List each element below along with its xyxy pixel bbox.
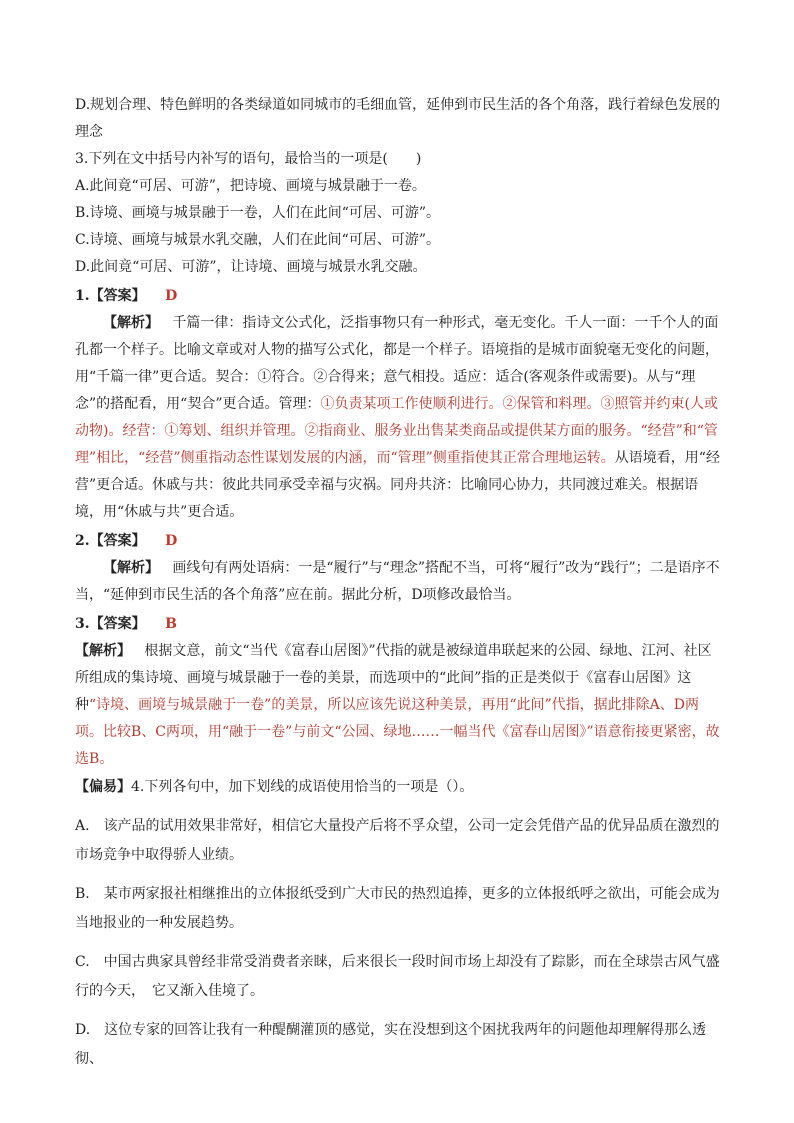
- answer-1-prefix: 1.【答案】: [75, 288, 146, 304]
- analysis-3-text-a: 根据文意，前文“当代《富春山居图》”代指的就是被绿道串联起来的公园、绿地、江河、社区所组成的集诗境、画境与城景融于一卷的美景，而选项中的“此间”指的正是类似于《富春山居图》这种: [75, 643, 712, 713]
- analysis-1-tag: 【解析】: [103, 315, 159, 331]
- document-content: [75, 92, 724, 1074]
- analysis-1-text-a: 千篇一律：指诗文公式化，泛指事物只有一种形式，毫无变化。千人一面：一千个人的面孔都一个样子。比喻文章或对人物的描写公式化，都是一个样子。语境指的是城市面貌毫无变化的问题，用“千篇一律”更合适。契合：①符合。②合得来；意气相投。适应：适合(客观条件或需要)。从与“理念”的搭配看，用“契合”更合适。管理：: [75, 315, 719, 412]
- q4-option-d: D. 这位专家的回答让我有一种醍醐灌顶的感觉，实在没想到这个困扰我两年的问题他却理解得那么透彻、: [75, 1022, 707, 1067]
- answer-3-letter: B: [165, 616, 177, 632]
- q4-tag: 【偏易】: [75, 779, 131, 795]
- answer-3-prefix: 3.【答案】: [75, 616, 146, 632]
- q3-option-d: D.此间竟“可居、可游”，让诗境、画境与城景水乳交融。: [75, 259, 427, 275]
- answer-1-letter: D: [165, 288, 178, 304]
- q4-option-b: B. 某市两家报社相继推出的立体报纸受到广大市民的热烈追捧，更多的立体报纸呼之欲出，可能会成为当地报业的一种发展趋势。: [75, 886, 720, 931]
- q3-option-a: A.此间竟“可居、可游”，把诗境、画境与城景融于一卷。: [75, 178, 426, 194]
- q4-option-c: C. 中国古典家具曾经非常受消费者亲睐，后来很长一段时间市场上却没有了踪影，而在全球崇古风气盛行的今天， 它又渐入佳境了。: [75, 954, 720, 999]
- answer-1: [75, 283, 724, 310]
- q3-stem: 3.下列在文中括号内补写的语句，最恰当的一项是( ): [75, 151, 422, 167]
- analysis-3-text-b: “诗境、画境与城景融于一卷”的美景，所以应该先说这种美景，再用“此间”代指，据此排除A、D两项。比较B、C两项，用“融于一卷”与前文“公园、绿地……一幅当代《富春山居图》”语意衔接更紧密，故选B。: [75, 697, 720, 767]
- answer-2-prefix: 2.【答案】: [75, 533, 146, 549]
- analysis-1-text-b: ①负责某项工作使顺利进行。②保管和料理。③照管并约束(人或动物)。经营：①筹划、组织并管理。②指商业、服务业出售某类商品或提供某方面的服务。“经营”和“管理”相比，“经营”侧重指动态性谋划发展的内涵，而“管理”侧重指使其正常合理地运转。: [75, 396, 718, 466]
- analysis-1: [75, 310, 724, 526]
- q3-option-c: C.诗境、画境与城景水乳交融，人们在此间“可居、可游”。: [75, 232, 440, 248]
- q4-stem: 4.下列各句中，加下划线的成语使用恰当的一项是（）。: [131, 779, 474, 795]
- q4-option-a: A. 该产品的试用效果非常好，相信它大量投产后将不孚众望，公司一定会凭借产品的优异品质在激烈的市场竞争中取得骄人业绩。: [75, 818, 720, 863]
- q2-option-d-line1: D.规划合理、特色鲜明的各类绿道如同城市的毛细血管，延伸到市民生活的各个角落，践行着绿色发展的: [75, 97, 721, 113]
- analysis-2-tag: 【解析】: [103, 560, 159, 576]
- answer-3: [75, 611, 724, 638]
- answer-2-letter: D: [165, 533, 178, 549]
- analysis-1-text-c: 从语境看，用“经营”更合适。休戚与共：彼此共同承受幸福与灾祸。同舟共济：比喻同心协力，共同渡过难关。根据语境，用“休戚与共”更合适。: [75, 450, 720, 520]
- analysis-2: [75, 555, 724, 609]
- analysis-2-text: 画线句有两处语病：一是“履行”与“理念”搭配不当，可将“履行”改为“践行”；二是语序不当，“延伸到市民生活的各个角落”应在前。据此分析，D项修改最恰当。: [75, 560, 720, 603]
- q3-option-b: B.诗境、画境与城景融于一卷，人们在此间“可居、可游”。: [75, 205, 441, 221]
- q4-stem-line: [75, 773, 724, 802]
- q2-option-d-line2: 理念: [75, 124, 103, 140]
- analysis-3-tag: 【解析】: [75, 643, 131, 659]
- answer-2: [75, 528, 724, 555]
- q2-option-d: [75, 92, 724, 146]
- analysis-3: [75, 638, 724, 773]
